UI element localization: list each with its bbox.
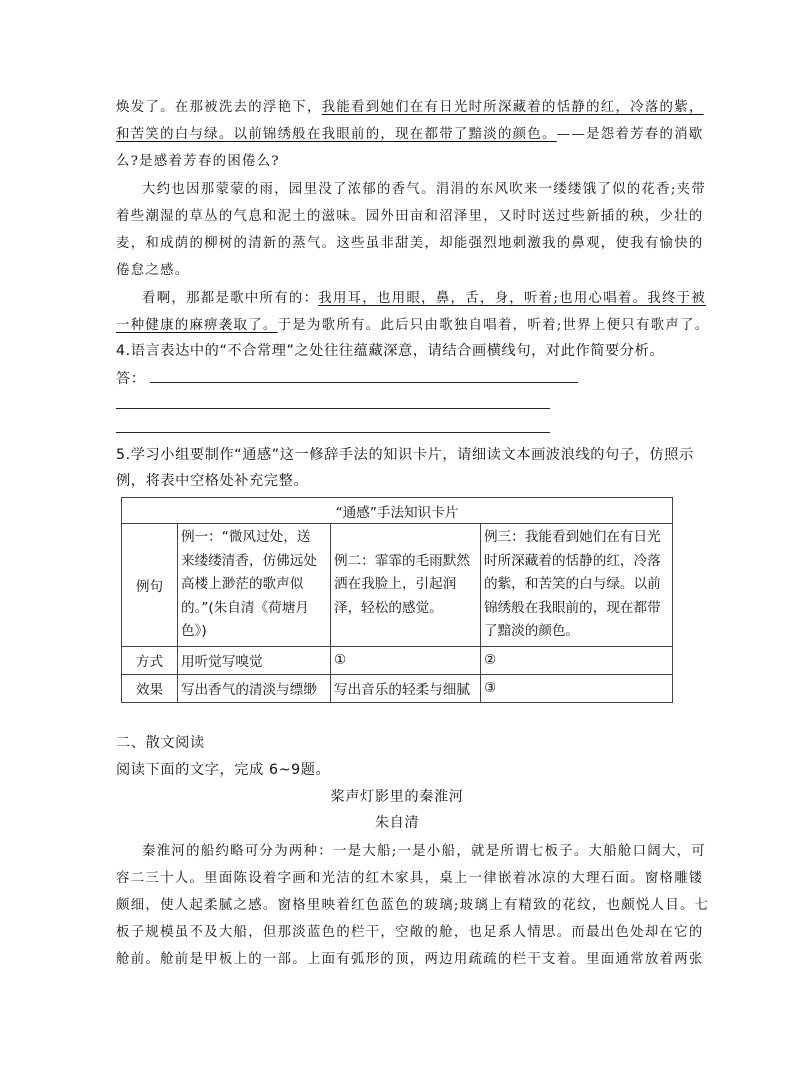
answer-line-1[interactable]	[150, 382, 578, 383]
method-cell-3-blank[interactable]: ②	[481, 646, 673, 674]
essay-line-2: 容二三十人。里面陈设着字画和光洁的红木家具，桌上一律嵌着冰凉的大理石面。窗格雕镂	[116, 871, 704, 886]
passage-line-9	[116, 314, 709, 333]
passage-line-2	[116, 123, 704, 142]
passage-text: 于是为歌所有。此后只由歌独自唱着，听着;世界上便只有歌声了。	[277, 318, 710, 333]
passage-line-6: 麦，和成荫的柳树的清新的蒸气。这些虽非甜美，却能强烈地刺激我的鼻观，使我有愉快的	[116, 236, 704, 251]
method-cell-2-blank[interactable]: ①	[331, 646, 481, 674]
question-5-line-2: 例，将表中空格处补充完整。	[116, 473, 309, 489]
question-4: 4.语言表达中的“不合常理”之处往往蕴藏深意，请结合画横线句，对此作简要分析。	[116, 343, 665, 359]
essay-line-4: 板子规模虽不及大船，但那淡蓝色的栏干，空敞的舱，也足系人情思。而最出色处却在它的	[116, 925, 704, 940]
answer-line-2[interactable]	[116, 408, 550, 409]
row-label-examples: 例句	[122, 524, 178, 647]
passage-line-7: 倦怠之感。	[116, 263, 190, 278]
essay-title: 桨声灯影里的秦淮河	[330, 789, 464, 805]
section-instruction: 阅读下面的文字，完成 6~9题。	[116, 762, 331, 778]
effect-cell-3-blank[interactable]: ③	[481, 674, 673, 702]
answer-line-3[interactable]	[116, 432, 550, 433]
passage-text: ——是怨着芳春的消歇	[556, 127, 704, 142]
passage-text: 看啊，那都是歌中所有的：	[142, 291, 319, 306]
effect-cell-2: 写出音乐的轻柔与细腻	[331, 674, 481, 702]
essay-author: 朱自清	[374, 815, 420, 831]
passage-line-4: 大约也因那蒙蒙的雨，园里没了浓郁的香气。涓涓的东风吹来一缕缕饿了似的花香;夹带	[142, 182, 707, 197]
example-2-cell: 例二：霏霏的毛雨默然 洒在我脸上，引起润 泽，轻松的感觉。	[331, 524, 481, 647]
passage-line-5: 着些潮湿的草丛的气息和泥土的滋味。园外田亩和沼泽里，又时时送过些新插的秧，少壮的	[116, 209, 704, 224]
section-heading: 二、散文阅读	[116, 735, 205, 751]
passage-text: 焕发了。在那被洗去的浮艳下，	[116, 100, 322, 115]
effect-cell-1: 写出香气的清淡与缥缈	[178, 674, 331, 702]
passage-line-3: 么?是感着芳春的困倦么?	[116, 154, 280, 169]
underlined-sentence: 我用耳，也用眼，鼻，舌，身，听着;也用心唱着。我终于被	[318, 291, 707, 306]
passage-line-1	[116, 96, 704, 115]
example-3-cell: 例三：我能看到她们在有日光 时所深藏着的恬静的红，冷落 的紫，和苦笑的白与绿。以前 锦绣般在我眼前的，现在都带 了黯淡的颜色。	[481, 524, 673, 647]
essay-line-3: 颇细，使人起柔腻之感。窗格里映着红色蓝色的玻璃;玻璃上有精致的花纹，也颇悦人目。七	[116, 898, 710, 913]
underlined-sentence: 和苦笑的白与绿。以前锦绣般在我眼前的，现在都带了黯淡的颜色。	[116, 127, 557, 142]
underlined-sentence: 一种健康的麻痹袭取了。	[116, 318, 278, 333]
question-5-line-1: 5.学习小组要制作“通感”这一修辞手法的知识卡片，请细读文本画波浪线的句子，仿照示	[116, 447, 694, 463]
underlined-sentence: 我能看到她们在有日光时所深藏着的恬静的红，冷落的紫，	[321, 100, 704, 115]
example-1-cell: 例一：“微风过处，送 来缕缕清香，仿佛远处 高楼上渺茫的歌声似 的。”(朱自清《荷塘月 色》)	[178, 524, 331, 647]
essay-line-1: 秦淮河的船约略可分为两种：一是大船;一是小船，就是所谓七板子。大船舱口阔大，可	[142, 844, 707, 859]
row-label-effect: 效果	[122, 674, 178, 702]
row-label-method: 方式	[122, 646, 178, 674]
answer-label: 答：	[116, 371, 146, 387]
card-title: “通感”手法知识卡片	[122, 498, 673, 524]
essay-line-5: 舱前。舱前是甲板上的一部。上面有弧形的顶，两边用疏疏的栏干支着。里面通常放着两张	[116, 952, 704, 967]
knowledge-card-table	[121, 497, 673, 703]
method-cell-1: 用听觉写嗅觉	[178, 646, 331, 674]
passage-line-8	[142, 287, 706, 306]
